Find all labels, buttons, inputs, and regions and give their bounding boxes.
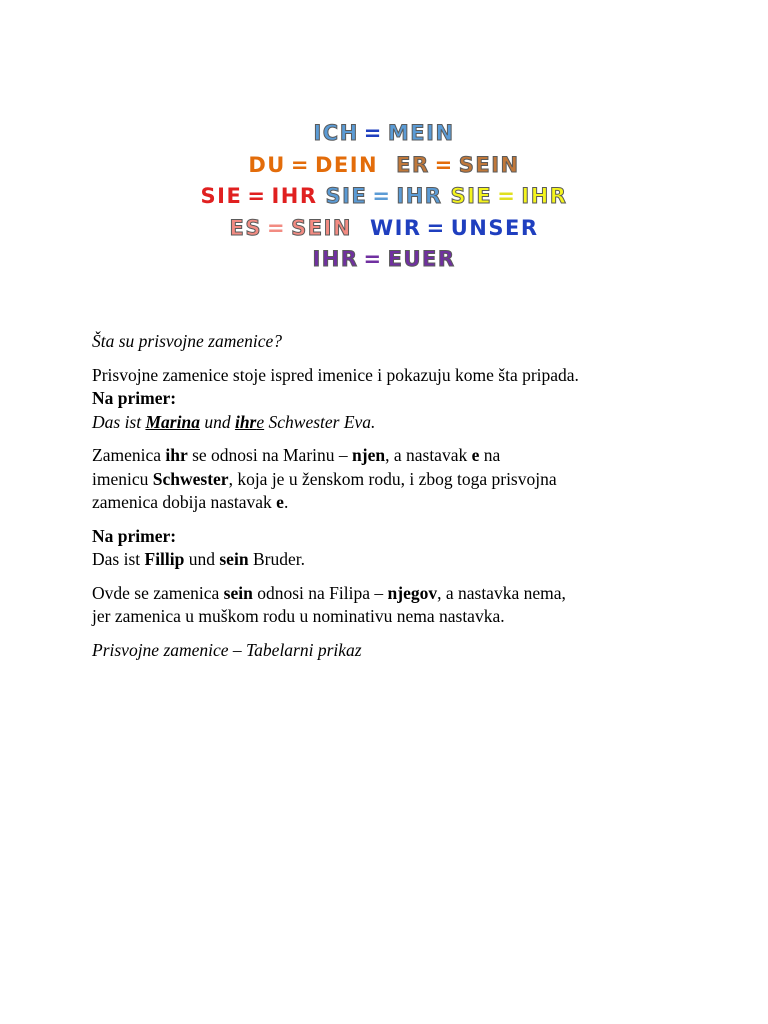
explanation-paragraph-2 [92, 582, 692, 629]
text-run: jer zamenica u muškom rodu u nominativu nema nastavka. [92, 606, 505, 626]
text-run: zamenica dobija nastavak [92, 492, 277, 512]
wordart-mein: MEIN [387, 121, 455, 145]
wordart-line-es-wir [0, 213, 768, 245]
wordart-euer: EUER [387, 247, 456, 271]
text-run: , a nastavak [385, 445, 472, 465]
document-body [92, 330, 692, 662]
wordart-line-ihr [0, 244, 768, 276]
text-run: , a nastavka nema, [437, 582, 566, 603]
wordart-equals: = [372, 184, 392, 208]
wordart-line-ich [0, 118, 768, 150]
bold-term: njegov [387, 582, 438, 603]
bold-term: e [471, 445, 480, 465]
text-run: imenicu [92, 468, 153, 489]
wordart-equals: = [426, 215, 446, 240]
wordart-sie-red: SIE [200, 184, 243, 208]
text-run: . [283, 492, 289, 512]
text-run: na [479, 445, 501, 465]
bold-term: ihr [165, 445, 188, 465]
wordart-es: ES [229, 215, 262, 240]
wordart-ihr-yellow: IHR [521, 184, 568, 208]
text-run: Ovde se zamenica [92, 582, 224, 603]
definition-paragraph: Prisvojne zamenice stoje ispred imenice i pokazuju kome šta pripada. [92, 364, 579, 385]
wordart-equals: = [497, 184, 517, 208]
example-text: Das ist [92, 411, 146, 432]
wordart-equals: = [363, 247, 383, 271]
wordart-line-du-er [0, 150, 768, 182]
wordart-pronoun-chart [0, 118, 768, 276]
wordart-ich: ICH [313, 121, 359, 145]
question-heading: Šta su prisvojne zamenice? [92, 331, 283, 351]
example-ending: e [256, 411, 265, 432]
wordart-du: DU [248, 152, 286, 177]
wordart-sie-blue: SIE [325, 184, 368, 208]
text-run: Zamenica [92, 445, 166, 465]
wordart-ihr-red: IHR [271, 184, 318, 208]
bold-term: Schwester [152, 468, 229, 489]
example-pronoun: sein [219, 549, 249, 569]
example-text: Schwester Eva. [264, 411, 376, 432]
example-label: Na primer: [92, 388, 177, 408]
wordart-unser: UNSER [450, 215, 539, 240]
wordart-equals: = [363, 121, 383, 145]
text-run: se odnosi na Marinu – [187, 445, 353, 465]
bold-term: sein [223, 582, 253, 603]
wordart-dein: DEIN [314, 152, 379, 177]
wordart-equals: = [247, 184, 267, 208]
bold-term: e [276, 492, 284, 512]
wordart-sie-yellow: SIE [450, 184, 493, 208]
wordart-sein: SEIN [458, 152, 520, 177]
wordart-equals: = [290, 152, 310, 177]
table-caption: Prisvojne zamenice – Tabelarni prikaz [92, 639, 362, 660]
wordart-equals: = [266, 215, 287, 240]
explanation-paragraph-1 [92, 444, 692, 515]
example-text: Das ist [92, 549, 145, 569]
example-noun: Marina [145, 411, 200, 432]
wordart-sein: SEIN [291, 215, 352, 240]
wordart-ihr: IHR [312, 247, 359, 271]
example-noun: Fillip [144, 549, 185, 569]
wordart-er: ER [396, 152, 430, 177]
example-label: Na primer: [92, 525, 177, 546]
wordart-ihr-blue: IHR [396, 184, 443, 208]
example-text: und [184, 549, 220, 569]
text-run: odnosi na Filipa – [252, 582, 388, 603]
example-sentence-1 [92, 411, 692, 435]
wordart-wir: WIR [369, 215, 422, 240]
example-text: Bruder. [248, 549, 305, 569]
example-pronoun: ihr [234, 411, 257, 432]
wordart-line-sie [0, 181, 768, 213]
example-sentence-2 [92, 548, 692, 572]
example-text: und [199, 411, 235, 432]
text-run: , koja je u ženskom rodu, i zbog toga prisvojna [228, 468, 557, 489]
wordart-equals: = [434, 152, 454, 177]
bold-term: njen [352, 445, 386, 465]
